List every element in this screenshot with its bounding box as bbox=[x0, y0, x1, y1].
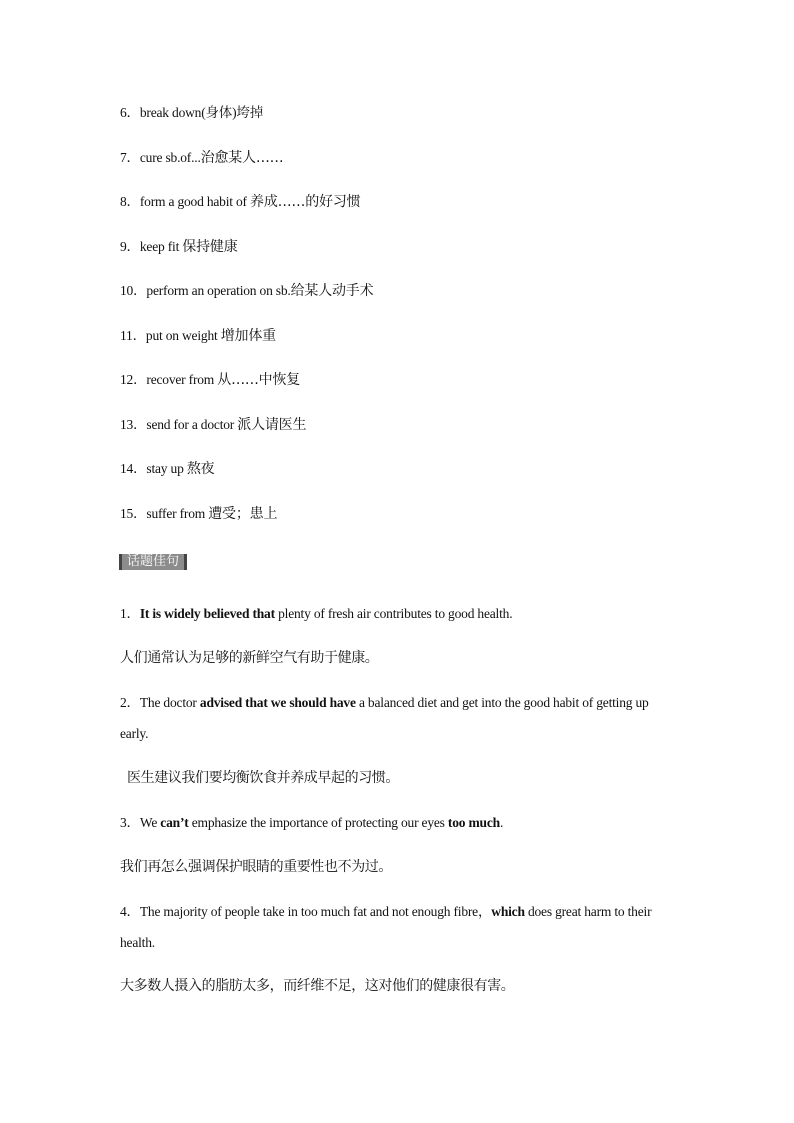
phrase-english: recover from bbox=[146, 372, 218, 387]
phrase-number: 11． bbox=[120, 328, 146, 343]
phrase-number: 7． bbox=[120, 150, 140, 165]
sentence-number: 1． bbox=[120, 606, 140, 621]
sentence-3-chinese: 我们再怎么强调保护眼睛的重要性也不为过。 bbox=[120, 859, 392, 875]
sentence-key-structure: advised that we should have bbox=[199, 695, 356, 710]
phrase-number: 6． bbox=[120, 105, 140, 120]
sentence-text: emphasize the importance of protecting our eyes bbox=[188, 815, 448, 830]
phrase-english: break down(身体)垮掉 bbox=[139, 105, 264, 120]
sentence-key-structure: It is widely believed that bbox=[139, 606, 275, 621]
phrase-chinese: 遭受；患上 bbox=[208, 506, 278, 522]
phrase-item-12 bbox=[120, 371, 680, 389]
sentence-text: does great harm to their health. bbox=[120, 904, 652, 950]
sentence-2-english bbox=[120, 687, 680, 749]
sentence-text: The doctor bbox=[139, 695, 200, 710]
phrase-english: perform an operation on sb. bbox=[146, 283, 291, 298]
phrase-chinese: 熬夜 bbox=[186, 461, 215, 477]
phrase-chinese: 保持健康 bbox=[182, 239, 238, 255]
sentence-text: We bbox=[139, 815, 161, 830]
phrase-item-11 bbox=[120, 327, 680, 345]
sentence-number: 2． bbox=[120, 695, 140, 710]
phrase-item-9 bbox=[120, 238, 680, 256]
phrase-chinese: 养成……的好习惯 bbox=[250, 194, 361, 210]
phrase-english: send for a doctor bbox=[146, 417, 238, 432]
phrase-english: stay up bbox=[146, 461, 187, 476]
phrase-chinese: 从……中恢复 bbox=[217, 372, 301, 388]
phrase-english: cure sb.of... bbox=[139, 150, 201, 165]
phrase-item-8 bbox=[120, 193, 680, 211]
phrase-english: keep fit bbox=[139, 239, 183, 254]
sentence-text: . bbox=[499, 815, 504, 830]
sentence-number: 4． bbox=[120, 904, 140, 919]
sentence-number: 3． bbox=[120, 815, 140, 830]
sentence-3-english bbox=[120, 814, 680, 832]
sentence-text: a balanced diet and get into the good habit of getting up early. bbox=[120, 695, 649, 741]
phrase-english: put on weight bbox=[145, 328, 221, 343]
sentence-text: The majority of people take in too much fat and not enough fibre， bbox=[139, 904, 492, 919]
phrase-number: 13． bbox=[120, 417, 147, 432]
phrase-item-14 bbox=[120, 460, 680, 478]
sentence-4-chinese: 大多数人摄入的脂肪太多，而纤维不足，这对他们的健康很有害。 bbox=[120, 978, 515, 994]
sentence-1-english bbox=[120, 605, 680, 623]
phrase-item-7 bbox=[120, 149, 680, 167]
phrase-number: 9． bbox=[120, 239, 140, 254]
phrase-english: form a good habit of bbox=[139, 194, 251, 209]
phrase-chinese: 增加体重 bbox=[220, 328, 276, 344]
phrase-number: 12． bbox=[120, 372, 147, 387]
sentence-key-structure: which bbox=[491, 904, 525, 919]
phrase-chinese: 派人请医生 bbox=[237, 417, 307, 433]
phrase-item-6 bbox=[120, 104, 680, 122]
sentence-4-english bbox=[120, 896, 680, 958]
phrase-number: 15． bbox=[120, 506, 147, 521]
phrase-item-10 bbox=[120, 282, 680, 300]
section-heading-topic-sentences: 话题佳句 bbox=[119, 554, 187, 570]
sentence-key-structure: too much bbox=[447, 815, 500, 830]
phrase-item-13 bbox=[120, 416, 680, 434]
phrase-english: suffer from bbox=[146, 506, 209, 521]
phrase-number: 8． bbox=[120, 194, 140, 209]
sentence-2-chinese: 医生建议我们要均衡饮食并养成早起的习惯。 bbox=[127, 770, 399, 786]
phrase-chinese: 给某人动手术 bbox=[290, 283, 374, 299]
sentence-1-chinese: 人们通常认为足够的新鲜空气有助于健康。 bbox=[120, 650, 379, 666]
phrase-item-15 bbox=[120, 505, 680, 523]
phrase-number: 10． bbox=[120, 283, 147, 298]
sentence-key-structure: can’t bbox=[160, 815, 189, 830]
phrase-chinese: 治愈某人…… bbox=[200, 150, 284, 166]
sentence-text: plenty of fresh air contributes to good health. bbox=[274, 606, 513, 621]
phrase-number: 14． bbox=[120, 461, 147, 476]
